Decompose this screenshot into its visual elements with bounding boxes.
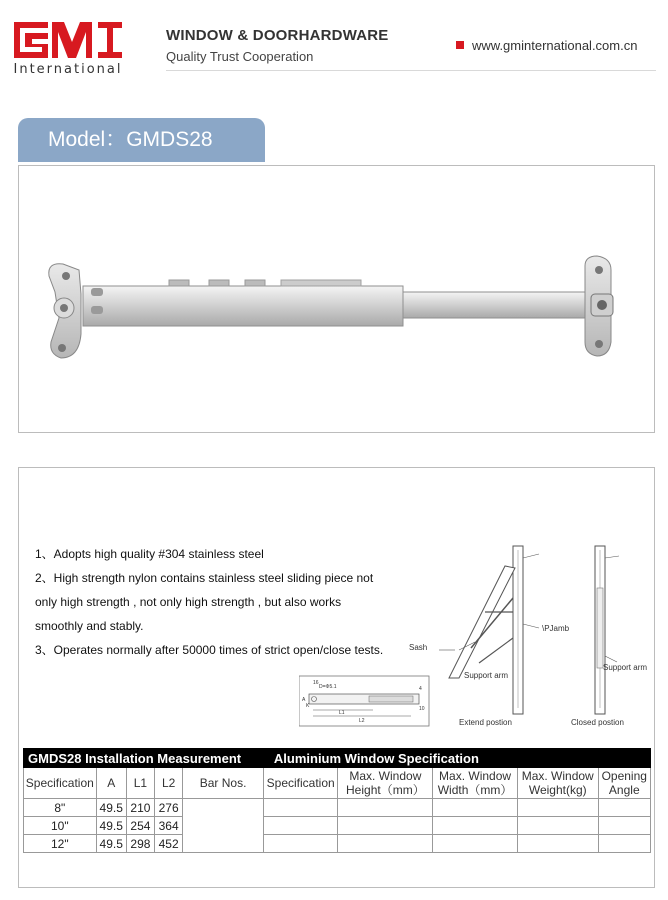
cell-empty — [433, 799, 518, 817]
cell-empty — [598, 835, 650, 853]
col-specification-2: Specification — [263, 768, 338, 799]
pjamb-label: \PJamb — [542, 624, 570, 633]
col-l1: L1 — [126, 768, 154, 799]
website-link[interactable] — [456, 38, 637, 53]
cell-a: 49.5 — [96, 817, 126, 835]
cell-empty — [433, 835, 518, 853]
cell-empty — [263, 817, 338, 835]
dim-k-label: K — [306, 703, 310, 709]
cell-empty — [338, 817, 433, 835]
dim-a-label: A — [302, 697, 306, 703]
product-image-panel — [18, 165, 655, 433]
cell-bar-nos — [183, 799, 264, 853]
cell-empty — [338, 835, 433, 853]
installation-diagram — [299, 538, 649, 738]
feature-item: 3、Operates normally after 50000 times of strict open/close tests. — [35, 643, 384, 657]
col-a: A — [96, 768, 126, 799]
dim-l2-label: L2 — [359, 718, 365, 724]
aluminium-window-spec-title: Aluminium Window Specification — [263, 749, 650, 768]
cell-a: 49.5 — [96, 835, 126, 853]
col-max-weight: Max. Window Weight(kg) — [517, 768, 598, 799]
cell-empty — [433, 817, 518, 835]
dim-d-label: D=Φ5.1 — [319, 684, 337, 690]
cell-l2: 276 — [155, 799, 183, 817]
cell-l2: 452 — [155, 835, 183, 853]
cell-empty — [517, 817, 598, 835]
installation-measurement-title: GMDS28 Installation Measurement — [24, 749, 264, 768]
closed-position-label: Closed postion — [571, 718, 624, 727]
feature-item: 2、High strength nylon contains stainless steel sliding piece not — [35, 571, 374, 585]
cell-spec: 8" — [24, 799, 97, 817]
cell-spec: 10" — [24, 817, 97, 835]
bullet-icon — [456, 41, 464, 49]
col-max-width: Max. Window Width（mm） — [433, 768, 518, 799]
friction-stay-image — [19, 166, 656, 434]
sash-label: Sash — [409, 643, 428, 652]
brand-tagline: Quality Trust Cooperation — [166, 49, 314, 64]
website-text: www.gminternational.com.cn — [472, 38, 638, 53]
col-opening-angle: Opening Angle — [598, 768, 650, 799]
col-max-height: Max. Window Height（mm） — [338, 768, 433, 799]
feature-item: smoothly and stably. — [35, 619, 144, 633]
cell-l2: 364 — [155, 817, 183, 835]
cell-empty — [598, 799, 650, 817]
col-specification: Specification — [24, 768, 97, 799]
table-row — [24, 835, 651, 853]
cell-l1: 254 — [126, 817, 154, 835]
model-label: Model：GMDS28 — [48, 128, 213, 151]
support-arm-label-left: Support arm — [464, 671, 509, 680]
cell-empty — [598, 817, 650, 835]
specification-table — [23, 748, 651, 853]
header-divider — [166, 70, 656, 71]
table-row — [24, 799, 651, 817]
gmi-logo-mark — [14, 22, 122, 58]
feature-item: 1、Adopts high quality #304 stainless steel — [35, 547, 264, 561]
support-arm-label-right: Support arm — [603, 663, 648, 672]
dim-4-label: 4 — [419, 686, 422, 692]
table-header-row — [24, 768, 651, 799]
dim-16-label: 16 — [313, 680, 319, 686]
cell-l1: 298 — [126, 835, 154, 853]
cell-empty — [338, 799, 433, 817]
brand-title: WINDOW & DOORHARDWARE — [166, 27, 389, 44]
feature-item: only high strength , not only high strength , but also works — [35, 595, 342, 609]
extend-position-label: Extend postion — [459, 718, 512, 727]
cell-empty — [517, 835, 598, 853]
cell-empty — [517, 799, 598, 817]
col-l2: L2 — [155, 768, 183, 799]
model-tab — [18, 118, 265, 162]
logo-subtitle: International — [13, 62, 123, 77]
cell-a: 49.5 — [96, 799, 126, 817]
dim-10-label: 10 — [419, 706, 425, 712]
cell-empty — [263, 835, 338, 853]
specification-panel — [18, 467, 655, 888]
table-title-row — [24, 749, 651, 768]
company-logo — [12, 22, 124, 78]
cell-empty — [263, 799, 338, 817]
col-bar-nos: Bar Nos. — [183, 768, 264, 799]
cell-spec: 12" — [24, 835, 97, 853]
table-row — [24, 817, 651, 835]
dim-l1-label: L1 — [339, 710, 345, 716]
cell-l1: 210 — [126, 799, 154, 817]
